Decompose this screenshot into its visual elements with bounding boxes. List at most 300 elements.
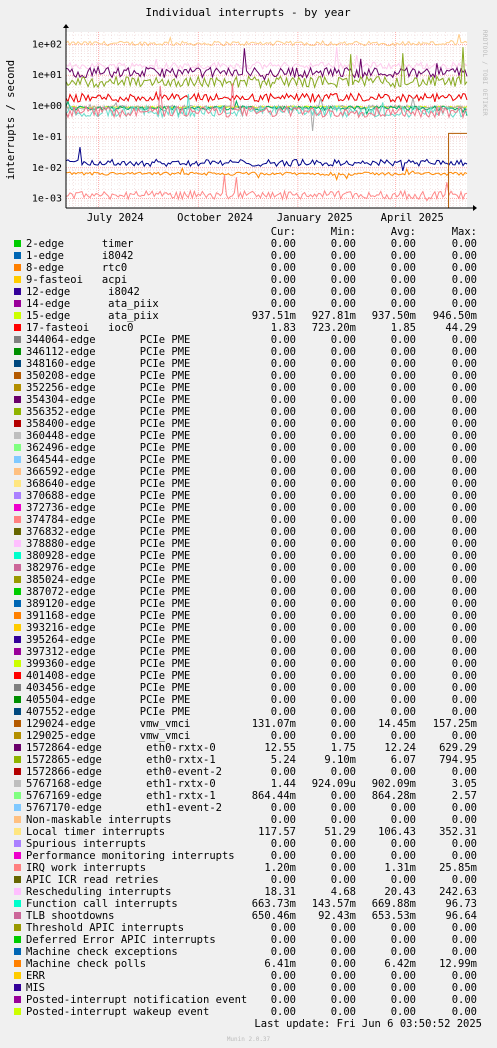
- legend-header: [0, 226, 497, 238]
- legend-cur: 0.00: [270, 586, 296, 598]
- legend-avg: 0.00: [390, 298, 416, 310]
- legend-max: 0.00: [451, 970, 477, 982]
- legend-max: 0.00: [451, 610, 477, 622]
- legend-series-name: Machine check exceptions: [26, 946, 178, 958]
- legend-avg: 0.00: [390, 238, 416, 250]
- legend-max: 0.00: [451, 418, 477, 430]
- legend-cur: 0.00: [270, 874, 296, 886]
- legend-series-name: 354304-edge PCIe PME: [26, 394, 191, 406]
- legend-min: 0.00: [330, 730, 356, 742]
- legend-min: 0.00: [330, 394, 356, 406]
- legend-cur: 0.00: [270, 670, 296, 682]
- col-header-avg: Avg:: [390, 226, 416, 238]
- legend-cur: 0.00: [270, 598, 296, 610]
- legend-max: 0.00: [451, 706, 477, 718]
- legend-swatch: [14, 828, 21, 835]
- legend-max: 0.00: [451, 430, 477, 442]
- legend-row: [0, 382, 497, 394]
- legend-avg: 0.00: [390, 874, 416, 886]
- legend-avg: 0.00: [390, 1006, 416, 1018]
- legend-row: [0, 298, 497, 310]
- legend-min: 0.00: [330, 706, 356, 718]
- legend-max: 0.00: [451, 982, 477, 994]
- legend-min: 92.43m: [318, 910, 356, 922]
- legend-min: 0.00: [330, 874, 356, 886]
- legend-swatch: [14, 864, 21, 871]
- legend-row: [0, 682, 497, 694]
- legend-series-name: 385024-edge PCIe PME: [26, 574, 191, 586]
- legend-swatch: [14, 912, 21, 919]
- legend-max: 0.00: [451, 814, 477, 826]
- legend-avg: 0.00: [390, 610, 416, 622]
- legend-max: 352.31: [439, 826, 477, 838]
- legend-series-name: 391168-edge PCIe PME: [26, 610, 191, 622]
- legend-max: 0.00: [451, 298, 477, 310]
- legend-series-name: 356352-edge PCIe PME: [26, 406, 191, 418]
- legend-row: [0, 238, 497, 250]
- legend-min: 0.00: [330, 286, 356, 298]
- legend-avg: 12.24: [384, 742, 416, 754]
- legend-min: 0.00: [330, 586, 356, 598]
- legend-cur: 0.00: [270, 526, 296, 538]
- legend-max: 0.00: [451, 730, 477, 742]
- legend-min: 0.00: [330, 298, 356, 310]
- legend-max: 0.00: [451, 490, 477, 502]
- legend-swatch: [14, 780, 21, 787]
- legend-swatch: [14, 408, 21, 415]
- legend-avg: 902.09m: [371, 778, 416, 790]
- legend-swatch: [14, 924, 21, 931]
- legend-series-name: APIC ICR read retries: [26, 874, 159, 886]
- legend-series-name: 346112-edge PCIe PME: [26, 346, 191, 358]
- legend-max: 0.00: [451, 382, 477, 394]
- legend-row: [0, 658, 497, 670]
- legend-min: 0.00: [330, 502, 356, 514]
- legend-swatch: [14, 852, 21, 859]
- legend-series-name: 5767169-edge eth1-rxtx-1: [26, 790, 216, 802]
- legend-series-name: 374784-edge PCIe PME: [26, 514, 191, 526]
- legend-swatch: [14, 324, 21, 331]
- legend-series-name: Threshold APIC interrupts: [26, 922, 185, 934]
- legend-row: [0, 646, 497, 658]
- legend-row: [0, 910, 497, 922]
- legend-max: 0.00: [451, 586, 477, 598]
- legend-row: [0, 694, 497, 706]
- legend-swatch: [14, 792, 21, 799]
- legend-swatch: [14, 432, 21, 439]
- legend-series-name: Deferred Error APIC interrupts: [26, 934, 216, 946]
- legend-cur: 650.46m: [251, 910, 296, 922]
- legend-cur: 0.00: [270, 238, 296, 250]
- legend-swatch: [14, 384, 21, 391]
- legend-min: 0.00: [330, 538, 356, 550]
- legend-series-name: 382976-edge PCIe PME: [26, 562, 191, 574]
- legend-cur: 0.00: [270, 394, 296, 406]
- legend-cur: 0.00: [270, 406, 296, 418]
- legend-min: 0.00: [330, 946, 356, 958]
- legend-min: 0.00: [330, 274, 356, 286]
- legend-swatch: [14, 660, 21, 667]
- legend-avg: 0.00: [390, 598, 416, 610]
- legend-max: 629.29: [439, 742, 477, 754]
- legend-series-name: IRQ work interrupts: [26, 862, 147, 874]
- legend-max: 0.00: [451, 238, 477, 250]
- legend-max: 0.00: [451, 502, 477, 514]
- legend-cur: 0.00: [270, 934, 296, 946]
- legend-min: 927.81m: [311, 310, 356, 322]
- legend-row: [0, 286, 497, 298]
- legend-min: 0.00: [330, 514, 356, 526]
- legend-swatch: [14, 480, 21, 487]
- legend-max: 0.00: [451, 358, 477, 370]
- legend-cur: 131.07m: [251, 718, 296, 730]
- legend-row: [0, 586, 497, 598]
- legend-cur: 0.00: [270, 538, 296, 550]
- legend-avg: 14.45m: [378, 718, 416, 730]
- legend-avg: 0.00: [390, 370, 416, 382]
- legend-swatch: [14, 564, 21, 571]
- legend-avg: 0.00: [390, 766, 416, 778]
- legend-swatch: [14, 336, 21, 343]
- legend-row: [0, 706, 497, 718]
- legend-max: 0.00: [451, 514, 477, 526]
- legend-swatch: [14, 900, 21, 907]
- legend-row: [0, 454, 497, 466]
- legend-min: 0.00: [330, 430, 356, 442]
- legend-row: [0, 430, 497, 442]
- rrdtool-watermark: RRDTOOL / TOBI OETIKER: [481, 30, 488, 117]
- legend-series-name: 362496-edge PCIe PME: [26, 442, 191, 454]
- legend-row: [0, 778, 497, 790]
- legend-avg: 0.00: [390, 574, 416, 586]
- legend-series-name: 399360-edge PCIe PME: [26, 658, 191, 670]
- legend-avg: 937.50m: [371, 310, 416, 322]
- legend-cur: 0.00: [270, 850, 296, 862]
- legend-swatch: [14, 576, 21, 583]
- legend-min: 0.00: [330, 442, 356, 454]
- legend-min: 0.00: [330, 958, 356, 970]
- legend-series-name: 14-edge ata_piix: [26, 298, 159, 310]
- legend-cur: 0.00: [270, 454, 296, 466]
- legend-cur: 0.00: [270, 838, 296, 850]
- legend-max: 0.00: [451, 394, 477, 406]
- legend-row: [0, 478, 497, 490]
- legend-series-name: 376832-edge PCIe PME: [26, 526, 191, 538]
- legend-series-name: 1-edge i8042: [26, 250, 134, 262]
- legend-cur: 1.20m: [264, 862, 296, 874]
- legend-avg: 0.00: [390, 670, 416, 682]
- legend-max: 0.00: [451, 922, 477, 934]
- legend-min: 0.00: [330, 934, 356, 946]
- chart: [0, 0, 497, 226]
- legend: [0, 226, 497, 1018]
- legend-min: 9.10m: [324, 754, 356, 766]
- legend-max: 794.95: [439, 754, 477, 766]
- legend-avg: 0.00: [390, 634, 416, 646]
- legend-avg: 0.00: [390, 658, 416, 670]
- plot-background: [66, 32, 467, 208]
- legend-series-name: 129025-edge vmw_vmci: [26, 730, 191, 742]
- legend-swatch: [14, 468, 21, 475]
- legend-row: [0, 574, 497, 586]
- legend-row: [0, 562, 497, 574]
- legend-row: [0, 622, 497, 634]
- legend-swatch: [14, 600, 21, 607]
- legend-series-name: TLB shootdowns: [26, 910, 115, 922]
- legend-series-name: 360448-edge PCIe PME: [26, 430, 191, 442]
- legend-avg: 0.00: [390, 586, 416, 598]
- legend-min: 0.00: [330, 466, 356, 478]
- legend-series-name: 378880-edge PCIe PME: [26, 538, 191, 550]
- legend-swatch: [14, 636, 21, 643]
- legend-cur: 0.00: [270, 682, 296, 694]
- legend-series-name: 350208-edge PCIe PME: [26, 370, 191, 382]
- legend-max: 0.00: [451, 538, 477, 550]
- legend-row: [0, 358, 497, 370]
- legend-row: [0, 958, 497, 970]
- legend-min: 0.00: [330, 694, 356, 706]
- legend-max: 0.00: [451, 406, 477, 418]
- legend-avg: 0.00: [390, 466, 416, 478]
- legend-series-name: 1572864-edge eth0-rxtx-0: [26, 742, 216, 754]
- legend-series-name: 368640-edge PCIe PME: [26, 478, 191, 490]
- legend-swatch: [14, 960, 21, 967]
- legend-max: 0.00: [451, 682, 477, 694]
- legend-avg: 0.00: [390, 562, 416, 574]
- legend-series-name: Machine check polls: [26, 958, 147, 970]
- legend-min: 924.09u: [311, 778, 356, 790]
- legend-series-name: ERR: [26, 970, 45, 982]
- legend-avg: 0.00: [390, 406, 416, 418]
- legend-swatch: [14, 684, 21, 691]
- legend-max: 0.00: [451, 526, 477, 538]
- legend-series-name: 15-edge ata_piix: [26, 310, 159, 322]
- legend-min: 0.00: [330, 598, 356, 610]
- legend-series-name: 401408-edge PCIe PME: [26, 670, 191, 682]
- legend-min: 0.00: [330, 646, 356, 658]
- legend-max: 0.00: [451, 550, 477, 562]
- legend-cur: 0.00: [270, 706, 296, 718]
- legend-cur: 0.00: [270, 946, 296, 958]
- legend-series-name: 5767170-edge eth1-event-2: [26, 802, 222, 814]
- legend-min: 0.00: [330, 766, 356, 778]
- legend-max: 0.00: [451, 838, 477, 850]
- legend-min: 0.00: [330, 610, 356, 622]
- legend-row: [0, 982, 497, 994]
- legend-cur: 937.51m: [251, 310, 296, 322]
- legend-min: 0.00: [330, 622, 356, 634]
- legend-series-name: 12-edge i8042: [26, 286, 140, 298]
- legend-swatch: [14, 1008, 21, 1015]
- legend-min: 0.00: [330, 838, 356, 850]
- legend-cur: 0.00: [270, 574, 296, 586]
- legend-max: 0.00: [451, 454, 477, 466]
- plot-area: [32, 24, 477, 224]
- legend-cur: 0.00: [270, 286, 296, 298]
- legend-avg: 1.85: [390, 322, 416, 334]
- legend-cur: 1.83: [270, 322, 296, 334]
- legend-row: [0, 538, 497, 550]
- legend-min: 0.00: [330, 238, 356, 250]
- legend-row: [0, 334, 497, 346]
- legend-series-name: 387072-edge PCIe PME: [26, 586, 191, 598]
- legend-row: [0, 370, 497, 382]
- legend-avg: 1.31m: [384, 862, 416, 874]
- legend-min: 0.00: [330, 982, 356, 994]
- legend-cur: 0.00: [270, 646, 296, 658]
- legend-cur: 0.00: [270, 358, 296, 370]
- legend-row: [0, 886, 497, 898]
- legend-row: [0, 790, 497, 802]
- legend-avg: 0.00: [390, 934, 416, 946]
- legend-max: 0.00: [451, 994, 477, 1006]
- legend-min: 0.00: [330, 574, 356, 586]
- legend-cur: 6.41m: [264, 958, 296, 970]
- legend-avg: 0.00: [390, 814, 416, 826]
- legend-max: 0.00: [451, 658, 477, 670]
- legend-series-name: 370688-edge PCIe PME: [26, 490, 191, 502]
- legend-cur: 663.73m: [251, 898, 296, 910]
- y-tick-label: 1e-01: [31, 131, 62, 143]
- legend-avg: 0.00: [390, 430, 416, 442]
- legend-row: [0, 490, 497, 502]
- legend-row: [0, 250, 497, 262]
- legend-min: 0.00: [330, 382, 356, 394]
- legend-row: [0, 670, 497, 682]
- legend-swatch: [14, 612, 21, 619]
- legend-min: 0.00: [330, 850, 356, 862]
- legend-swatch: [14, 888, 21, 895]
- legend-cur: 0.00: [270, 970, 296, 982]
- y-axis-arrow: [63, 24, 69, 28]
- legend-cur: 0.00: [270, 1006, 296, 1018]
- legend-avg: 0.00: [390, 334, 416, 346]
- legend-row: [0, 718, 497, 730]
- legend-cur: 0.00: [270, 418, 296, 430]
- legend-row: [0, 1006, 497, 1018]
- legend-avg: 0.00: [390, 262, 416, 274]
- legend-series-name: 2-edge timer: [26, 238, 134, 250]
- legend-cur: 0.00: [270, 346, 296, 358]
- legend-max: 0.00: [451, 574, 477, 586]
- legend-min: 0.00: [330, 658, 356, 670]
- legend-avg: 0.00: [390, 550, 416, 562]
- legend-swatch: [14, 948, 21, 955]
- legend-avg: 0.00: [390, 538, 416, 550]
- legend-swatch: [14, 240, 21, 247]
- legend-max: 0.00: [451, 1006, 477, 1018]
- y-axis-label: interrupts / second: [5, 59, 17, 181]
- legend-cur: 1.44: [270, 778, 296, 790]
- legend-avg: 653.53m: [371, 910, 416, 922]
- legend-avg: 0.00: [390, 358, 416, 370]
- legend-swatch: [14, 372, 21, 379]
- legend-cur: 117.57: [258, 826, 296, 838]
- legend-avg: 0.00: [390, 286, 416, 298]
- legend-series-name: 395264-edge PCIe PME: [26, 634, 191, 646]
- legend-cur: 0.00: [270, 982, 296, 994]
- y-tick-label: 1e+02: [31, 39, 62, 51]
- legend-cur: 0.00: [270, 766, 296, 778]
- legend-cur: 0.00: [270, 298, 296, 310]
- legend-cur: 0.00: [270, 478, 296, 490]
- legend-series-name: 372736-edge PCIe PME: [26, 502, 191, 514]
- legend-cur: 18.31: [264, 886, 296, 898]
- legend-series-name: Posted-interrupt notification event: [26, 994, 248, 1006]
- legend-max: 242.63: [439, 886, 477, 898]
- legend-row: [0, 406, 497, 418]
- legend-cur: 5.24: [270, 754, 296, 766]
- legend-swatch: [14, 300, 21, 307]
- legend-min: 0.00: [330, 562, 356, 574]
- y-tick-label: 1e+00: [31, 101, 62, 113]
- legend-series-name: 358400-edge PCIe PME: [26, 418, 191, 430]
- legend-series-name: Rescheduling interrupts: [26, 886, 172, 898]
- legend-series-name: Local timer interrupts: [26, 826, 166, 838]
- legend-row: [0, 310, 497, 322]
- legend-min: 0.00: [330, 478, 356, 490]
- legend-swatch: [14, 348, 21, 355]
- legend-min: 0.00: [330, 346, 356, 358]
- legend-max: 0.00: [451, 598, 477, 610]
- legend-min: 0.00: [330, 334, 356, 346]
- legend-swatch: [14, 252, 21, 259]
- legend-series-name: MIS: [26, 982, 45, 994]
- legend-series-name: 403456-edge PCIe PME: [26, 682, 191, 694]
- y-tick-label: 1e-02: [31, 162, 62, 174]
- legend-cur: 0.00: [270, 562, 296, 574]
- legend-avg: 0.00: [390, 346, 416, 358]
- legend-avg: 0.00: [390, 382, 416, 394]
- legend-row: [0, 634, 497, 646]
- legend-series-name: Spurious interrupts: [26, 838, 147, 850]
- legend-avg: 0.00: [390, 706, 416, 718]
- legend-avg: 0.00: [390, 274, 416, 286]
- legend-cur: 864.44m: [251, 790, 296, 802]
- legend-row: [0, 274, 497, 286]
- legend-avg: 0.00: [390, 490, 416, 502]
- legend-row: [0, 346, 497, 358]
- legend-row: [0, 322, 497, 334]
- legend-row: [0, 394, 497, 406]
- legend-max: 0.00: [451, 478, 477, 490]
- legend-row: [0, 730, 497, 742]
- legend-avg: 106.43: [378, 826, 416, 838]
- legend-min: 0.00: [330, 262, 356, 274]
- legend-swatch: [14, 276, 21, 283]
- legend-min: 0.00: [330, 862, 356, 874]
- legend-swatch: [14, 720, 21, 727]
- legend-cur: 0.00: [270, 382, 296, 394]
- legend-swatch: [14, 768, 21, 775]
- legend-cur: 0.00: [270, 370, 296, 382]
- legend-max: 25.85m: [439, 862, 477, 874]
- y-tick-label: 1e-03: [31, 193, 62, 205]
- legend-max: 0.00: [451, 262, 477, 274]
- legend-max: 0.00: [451, 634, 477, 646]
- legend-max: 0.00: [451, 802, 477, 814]
- legend-row: [0, 994, 497, 1006]
- legend-swatch: [14, 756, 21, 763]
- col-header-min: Min:: [330, 226, 356, 238]
- legend-swatch: [14, 936, 21, 943]
- legend-cur: 12.55: [264, 742, 296, 754]
- legend-cur: 0.00: [270, 730, 296, 742]
- legend-avg: 0.00: [390, 622, 416, 634]
- legend-avg: 0.00: [390, 526, 416, 538]
- legend-swatch: [14, 804, 21, 811]
- legend-min: 0.00: [330, 406, 356, 418]
